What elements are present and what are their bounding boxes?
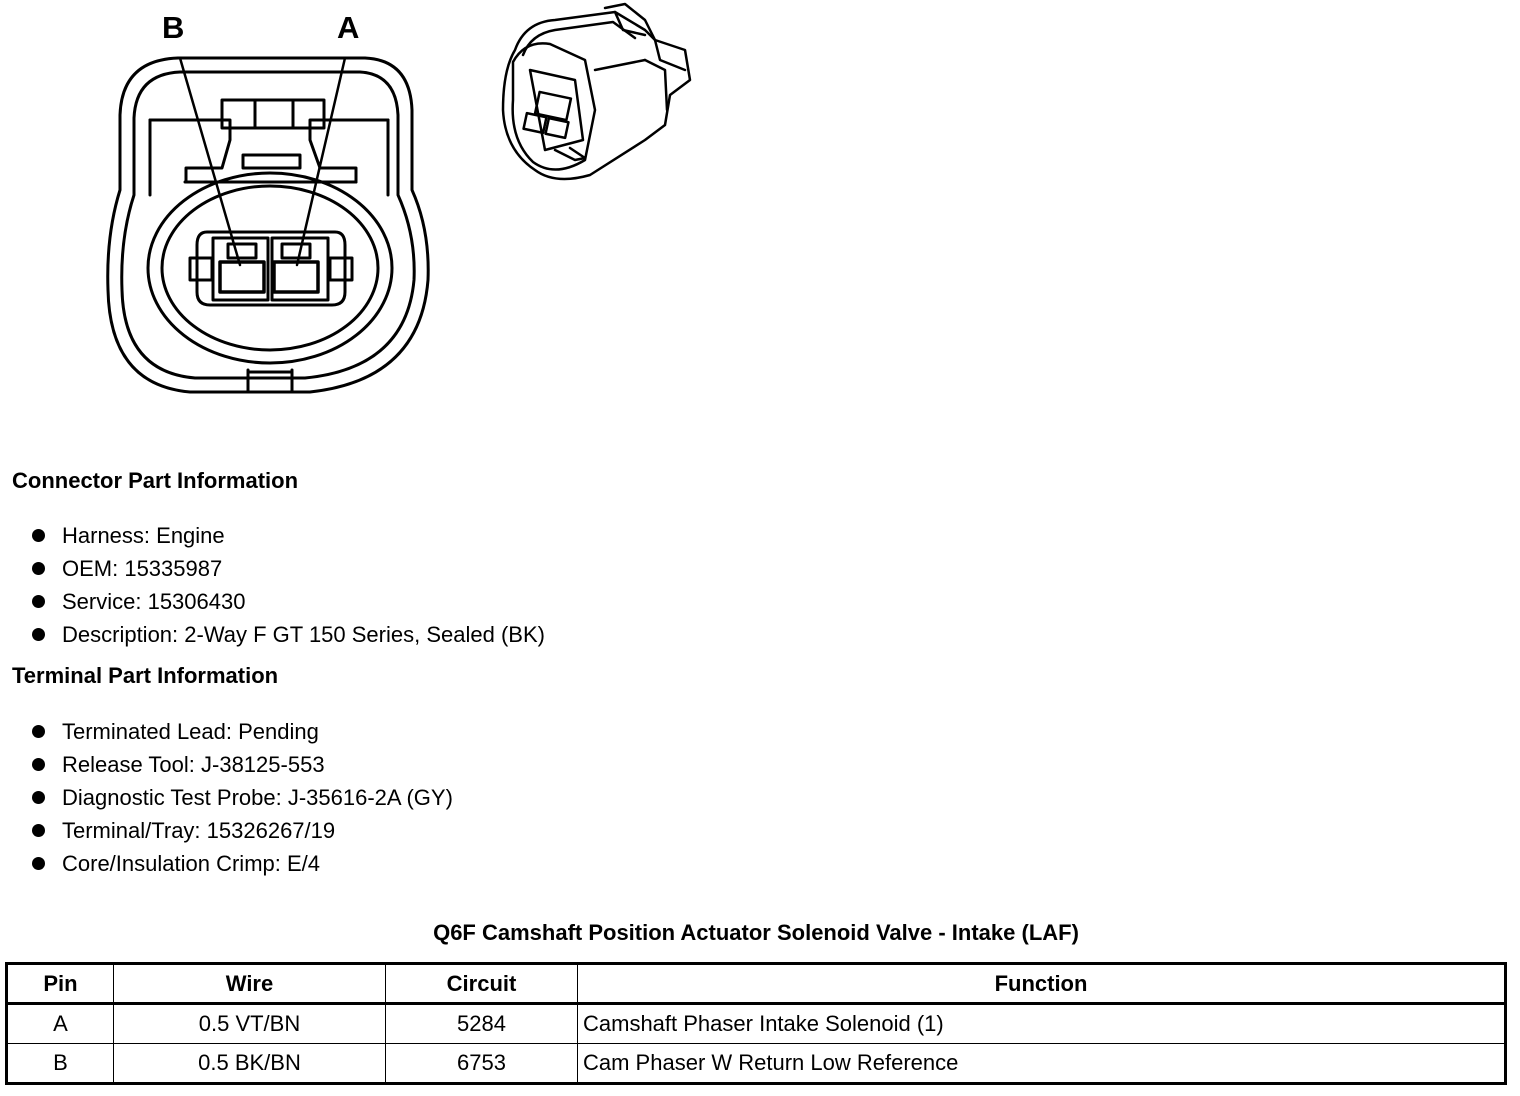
list-item: OEM: 15335987 <box>30 552 545 585</box>
list-item: Diagnostic Test Probe: J-35616-2A (GY) <box>30 781 453 814</box>
bullet-icon <box>32 791 45 804</box>
cell-circuit: 6753 <box>386 1044 578 1084</box>
cell-wire: 0.5 VT/BN <box>114 1004 386 1044</box>
table-row <box>7 1044 1506 1084</box>
list-item: Description: 2-Way F GT 150 Series, Sealed (BK) <box>30 618 545 651</box>
terminal-info-heading: Terminal Part Information <box>12 663 279 688</box>
column-header-wire: Wire <box>114 964 386 1004</box>
column-header-pin: Pin <box>7 964 114 1004</box>
list-item: Release Tool: J-38125-553 <box>30 748 453 781</box>
bullet-icon <box>32 758 45 771</box>
leader-line-a <box>297 58 345 265</box>
column-header-function: Function <box>578 964 1506 1004</box>
bullet-icon <box>32 857 45 870</box>
cell-wire: 0.5 BK/BN <box>114 1044 386 1084</box>
bullet-icon <box>32 628 45 641</box>
list-item: Service: 15306430 <box>30 585 545 618</box>
cell-function: Camshaft Phaser Intake Solenoid (1) <box>578 1004 1506 1044</box>
bullet-icon <box>32 725 45 738</box>
bullet-icon <box>32 562 45 575</box>
terminal-b <box>220 262 264 292</box>
list-item: Terminated Lead: Pending <box>30 715 453 748</box>
leader-line-b <box>180 58 240 265</box>
pin-label-b: B <box>162 10 185 45</box>
bullet-icon <box>32 824 45 837</box>
cell-pin: B <box>7 1044 114 1084</box>
column-header-circuit: Circuit <box>386 964 578 1004</box>
connector-housing-inner <box>122 72 414 378</box>
cell-function: Cam Phaser W Return Low Reference <box>578 1044 1506 1084</box>
terminal-a <box>274 262 318 292</box>
connector-face-diagram <box>0 0 440 400</box>
pinout-table <box>5 962 1507 1085</box>
bullet-icon <box>32 529 45 542</box>
terminal-info-list <box>30 715 453 880</box>
pin-label-a: A <box>337 10 360 45</box>
list-item: Terminal/Tray: 15326267/19 <box>30 814 453 847</box>
list-item: Core/Insulation Crimp: E/4 <box>30 847 453 880</box>
list-item: Harness: Engine <box>30 519 545 552</box>
table-header-row <box>7 964 1506 1004</box>
connector-isometric-diagram <box>495 0 705 190</box>
bullet-icon <box>32 595 45 608</box>
seal-ring-outer <box>148 173 392 363</box>
cell-pin: A <box>7 1004 114 1044</box>
connector-info-heading: Connector Part Information <box>12 468 299 493</box>
pin-table-title: Q6F Camshaft Position Actuator Solenoid Valve - Intake (LAF) <box>433 920 1079 945</box>
cell-circuit: 5284 <box>386 1004 578 1044</box>
connector-info-list <box>30 519 545 651</box>
table-row <box>7 1004 1506 1044</box>
